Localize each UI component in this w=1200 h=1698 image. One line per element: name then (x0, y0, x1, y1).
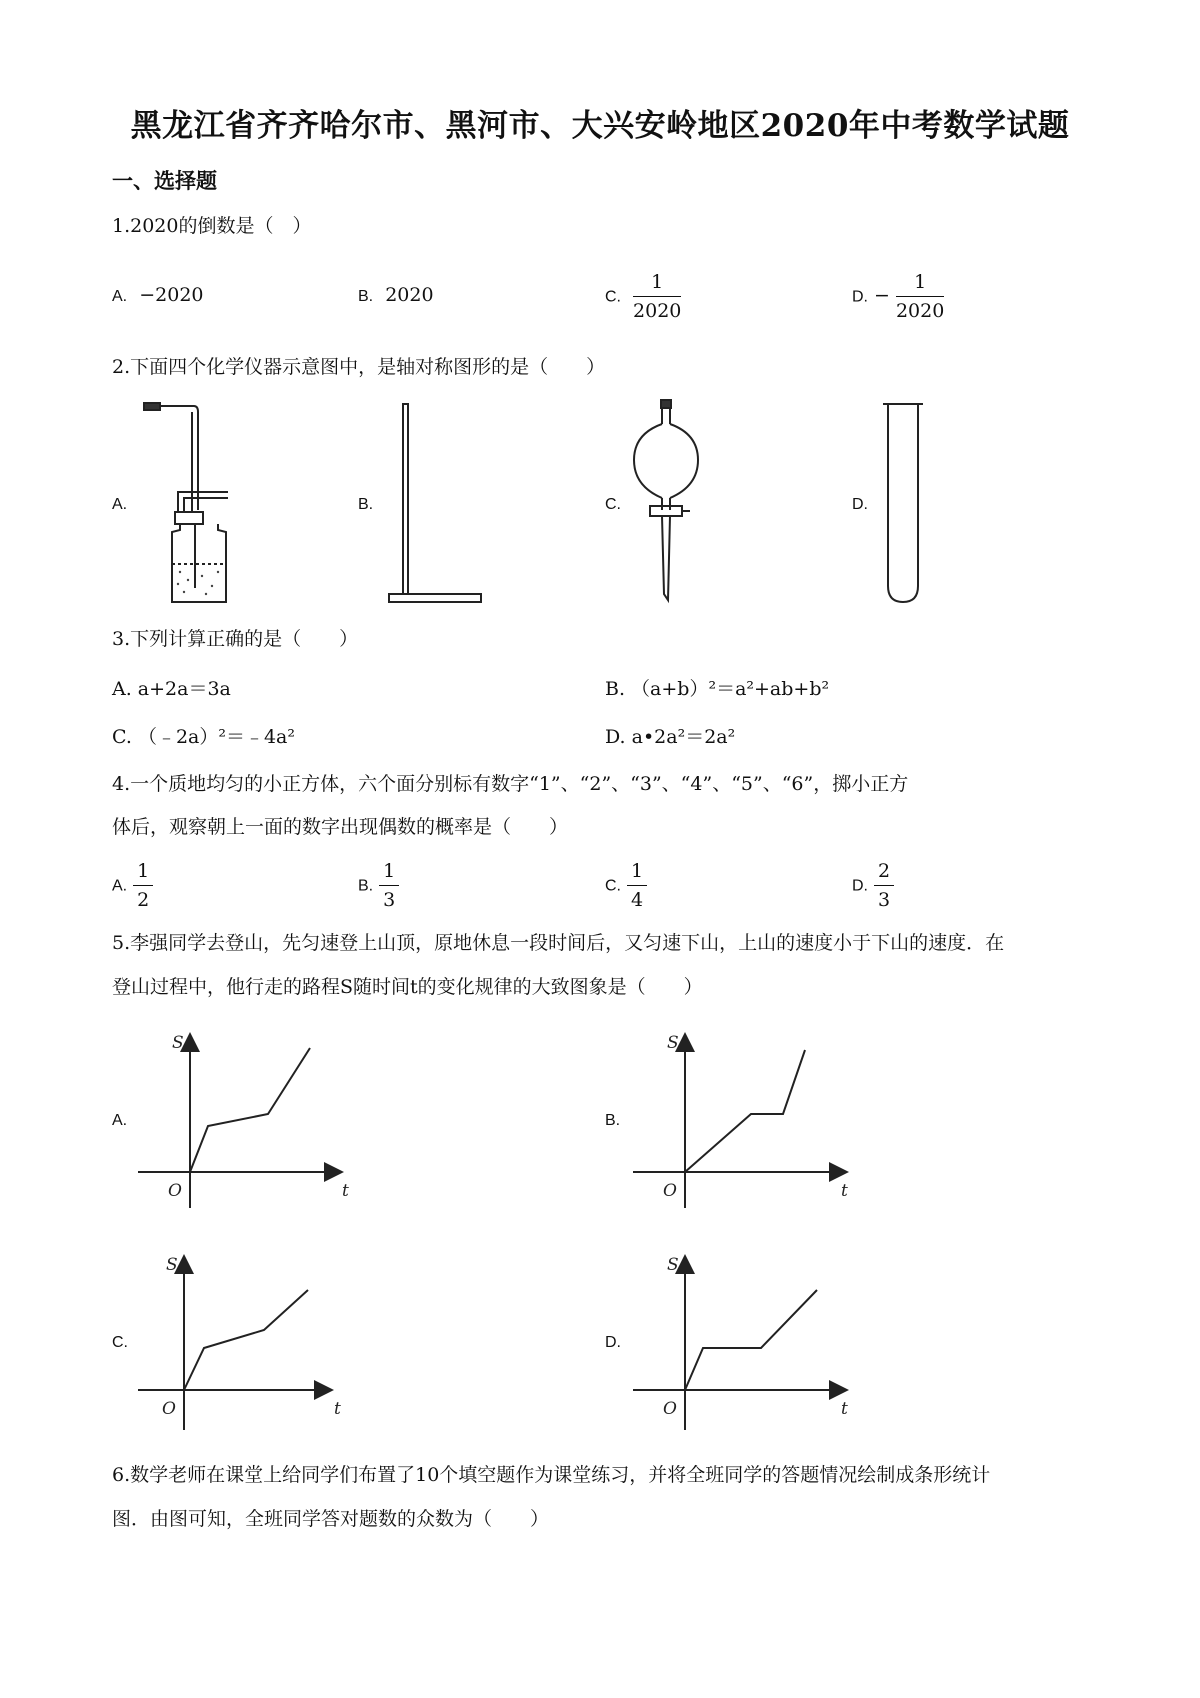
origin-label: O (162, 1399, 176, 1419)
q5-option-a[interactable]: A. (112, 1112, 128, 1129)
q2-option-d[interactable]: D. (852, 496, 868, 513)
question-5-stem-line-1: 5.李强同学去登山，先匀速登上山顶，原地休息一段时间后，又匀速下山，上山的速度小于下山的速度．在 (112, 932, 1005, 954)
question-3-stem: 3.下列计算正确的是（ ） (112, 628, 359, 650)
fraction: $\frac{1}{2020}$ (895, 271, 945, 322)
question-4-stem-line-1: 4.一个质地均匀的小正方体，六个面分别标有数字“1”、“2”、“3”、“4”、“5”、“6”，掷小正方 (112, 773, 909, 795)
question-4-stem-line-2: 体后，观察朝上一面的数字出现偶数的概率是（ ） (112, 816, 569, 838)
axis-label-s: S (667, 1033, 679, 1053)
axis-label-t: t (841, 1399, 848, 1419)
graph-c (130, 1250, 360, 1430)
q5-option-d[interactable]: D. (605, 1334, 621, 1351)
q3-option-c[interactable]: C. （﹣2a）²＝﹣4a² (112, 726, 296, 748)
fraction: $\frac{1}{3}$ (379, 860, 399, 911)
q2-option-a[interactable]: A. (112, 496, 128, 513)
origin-label: O (663, 1399, 677, 1419)
question-5-stem-line-2: 登山过程中，他行走的路程S随时间t的变化规律的大致图象是（ ） (112, 976, 703, 998)
q1-option-a[interactable]: A. −2020 (112, 284, 204, 306)
graph-b (625, 1028, 855, 1208)
gas-washing-bottle-icon (140, 400, 230, 610)
fraction: $\frac{1}{4}$ (627, 860, 647, 911)
question-1-stem: 1.2020的倒数是（ ） (112, 215, 312, 237)
axis-label-s: S (166, 1255, 178, 1275)
fraction: $\frac{2}{3}$ (874, 860, 894, 911)
question-6-stem-line-2: 图．由图可知，全班同学答对题数的众数为（ ） (112, 1508, 550, 1530)
axis-label-s: S (172, 1033, 184, 1053)
q3-option-d[interactable]: D. a•2a²＝2a² (605, 726, 736, 748)
q2-option-b[interactable]: B. (358, 496, 374, 513)
origin-label: O (663, 1181, 677, 1201)
q5-option-c[interactable]: C. (112, 1334, 128, 1351)
axis-label-t: t (841, 1181, 848, 1201)
q4-option-c[interactable]: C. $\frac{1}{4}$ (605, 860, 647, 911)
q1-option-d[interactable]: D. − $\frac{1}{2020}$ (852, 271, 945, 322)
q3-option-b[interactable]: B. （a+b）²＝a²+ab+b² (605, 678, 830, 700)
iron-stand-icon (385, 400, 485, 610)
q1-option-b[interactable]: B. 2020 (358, 284, 434, 306)
axis-label-t: t (342, 1181, 349, 1201)
q2-option-c[interactable]: C. (605, 496, 621, 513)
fraction: $\frac{1}{2020}$ (633, 271, 682, 322)
q4-option-b[interactable]: B. $\frac{1}{3}$ (358, 860, 399, 911)
q3-option-a[interactable]: A. a+2a＝3a (112, 678, 231, 700)
axis-label-t: t (334, 1399, 341, 1419)
separatory-funnel-icon (628, 398, 708, 608)
question-2-stem: 2.下面四个化学仪器示意图中，是轴对称图形的是（ ） (112, 356, 606, 378)
fraction: $\frac{1}{2}$ (133, 860, 153, 911)
q5-option-b[interactable]: B. (605, 1112, 621, 1129)
question-6-stem-line-1: 6.数学老师在课堂上给同学们布置了10个填空题作为课堂练习，并将全班同学的答题情况绘制成条形统计 (112, 1464, 991, 1486)
q1-option-c[interactable]: C. $\frac{1}{2020}$ (605, 271, 682, 322)
graph-d (625, 1250, 855, 1430)
origin-label: O (168, 1181, 182, 1201)
axis-label-s: S (667, 1255, 679, 1275)
q4-option-a[interactable]: A. $\frac{1}{2}$ (112, 860, 153, 911)
section-heading: 一、选择题 (112, 168, 217, 193)
page-title: 黑龙江省齐齐哈尔市、黑河市、大兴安岭地区2020年中考数学试题 (130, 108, 1070, 144)
graph-a (130, 1028, 360, 1208)
q4-option-d[interactable]: D. $\frac{2}{3}$ (852, 860, 894, 911)
test-tube-icon (880, 400, 930, 610)
